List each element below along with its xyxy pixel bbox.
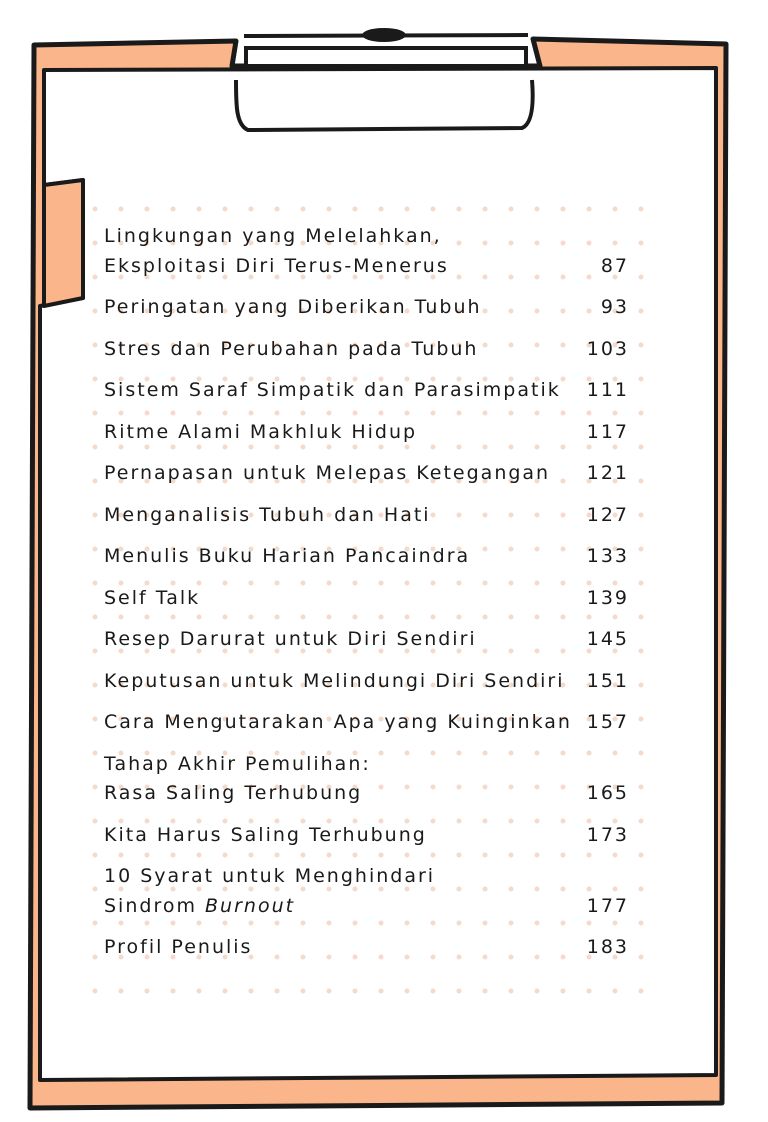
entry-title-line: Lingkungan yang Melelahkan, — [104, 225, 442, 247]
page-number: 139 — [586, 586, 629, 609]
dot — [223, 207, 228, 212]
dot — [639, 717, 644, 722]
dot — [93, 717, 98, 722]
toc-entry[interactable] — [104, 750, 629, 809]
entry-title — [104, 376, 561, 406]
dot — [639, 309, 644, 314]
toc-entry[interactable] — [104, 625, 629, 655]
dot — [561, 989, 566, 994]
dot — [639, 853, 644, 858]
dot — [379, 989, 384, 994]
dot — [639, 377, 644, 382]
dot — [301, 989, 306, 994]
dot — [379, 207, 384, 212]
dot — [93, 853, 98, 858]
toc-entry[interactable] — [104, 222, 629, 281]
entry-title-line: Ritme Alami Makhluk Hidup — [104, 420, 418, 443]
dot — [509, 989, 514, 994]
dot — [639, 343, 644, 348]
entry-title-line: Cara Mengutarakan Apa yang Kuinginkan — [104, 711, 572, 733]
toc-entry[interactable] — [104, 862, 629, 921]
dot — [483, 989, 488, 994]
dot — [197, 207, 202, 212]
entry-title — [104, 222, 449, 281]
dot — [639, 479, 644, 484]
dot — [93, 921, 98, 926]
page-number: 117 — [586, 420, 629, 443]
toc-entry[interactable] — [104, 501, 629, 531]
dot — [249, 207, 254, 212]
entry-title-line: Menulis Buku Harian Pancaindra — [104, 545, 471, 567]
page-number: 165 — [586, 782, 629, 804]
entry-title-line: Keputusan untuk Melindungi Diri Sendiri — [104, 669, 565, 692]
toc-entry[interactable] — [104, 335, 629, 365]
dot — [353, 989, 358, 994]
dot — [639, 207, 644, 212]
entry-title-line: Kita Harus Saling Terhubung — [104, 823, 427, 846]
paper-tab — [44, 180, 83, 306]
page-number: 177 — [586, 894, 629, 917]
entry-title-line: Pernapasan untuk Melepas Ketegangan — [104, 462, 551, 484]
dot — [535, 207, 540, 212]
entry-title-line: Peringatan yang Diberikan Tubuh — [104, 296, 482, 318]
toc-entry[interactable] — [104, 667, 629, 697]
entry-title-line: Sistem Saraf Simpatik dan Parasimpatik — [104, 379, 561, 401]
dot — [639, 241, 644, 246]
dot — [93, 513, 98, 518]
entry-title-line: Resep Darurat untuk Diri Sendiri — [104, 628, 477, 650]
entry-title — [104, 667, 565, 697]
dot — [509, 207, 514, 212]
entry-title — [104, 418, 417, 448]
dot — [431, 207, 436, 212]
dot — [431, 989, 436, 994]
page-number: 121 — [586, 462, 629, 484]
entry-title — [104, 933, 252, 963]
dot — [561, 207, 566, 212]
dot — [639, 615, 644, 620]
entry-title — [104, 501, 431, 531]
page-number: 103 — [586, 337, 629, 360]
dot — [587, 207, 592, 212]
dot — [249, 989, 254, 994]
dot — [405, 989, 410, 994]
dot — [405, 207, 410, 212]
dot — [93, 309, 98, 314]
entry-title — [104, 293, 482, 323]
dot — [93, 615, 98, 620]
dot — [197, 989, 202, 994]
dot — [93, 241, 98, 246]
dot — [301, 207, 306, 212]
dot — [587, 989, 592, 994]
dot — [93, 955, 98, 960]
dot — [93, 207, 98, 212]
dot — [639, 411, 644, 416]
dot — [639, 649, 644, 654]
dot — [93, 649, 98, 654]
page-number: 157 — [586, 711, 629, 733]
dot — [119, 207, 124, 212]
dot — [93, 343, 98, 348]
dot — [145, 207, 150, 212]
dot — [93, 819, 98, 824]
toc-entry[interactable] — [104, 933, 629, 963]
page-number: 133 — [586, 545, 629, 567]
dot — [613, 207, 618, 212]
toc-entry[interactable] — [104, 584, 629, 614]
entry-title-line: Tahap Akhir Pemulihan: — [104, 752, 371, 775]
dot — [639, 445, 644, 450]
dot — [93, 989, 98, 994]
dot — [639, 513, 644, 518]
entry-title-line: Stres dan Perubahan pada Tubuh — [104, 337, 479, 360]
dot — [535, 989, 540, 994]
dot — [639, 955, 644, 960]
entry-title — [104, 459, 550, 489]
dot — [93, 785, 98, 790]
dot — [639, 581, 644, 586]
dot — [93, 445, 98, 450]
dot — [93, 411, 98, 416]
entry-title — [104, 862, 435, 921]
dot — [145, 989, 150, 994]
dot — [275, 989, 280, 994]
entry-title — [104, 821, 427, 851]
dot — [93, 887, 98, 892]
entry-title — [104, 750, 371, 809]
dot — [639, 819, 644, 824]
dot — [639, 683, 644, 688]
entry-title — [104, 542, 470, 572]
dot — [639, 887, 644, 892]
dot — [639, 921, 644, 926]
toc-entry[interactable] — [104, 418, 629, 448]
dot — [93, 275, 98, 280]
toc-entry[interactable] — [104, 708, 629, 738]
entry-title-line: Rasa Saling Terhubung — [104, 782, 363, 804]
page-number: 183 — [586, 936, 629, 958]
entry-title — [104, 335, 478, 365]
dot — [457, 989, 462, 994]
dot — [639, 275, 644, 280]
dot — [119, 989, 124, 994]
entry-title-italic: Burnout — [205, 894, 296, 917]
entry-title — [104, 584, 200, 614]
dot — [93, 377, 98, 382]
dot — [223, 989, 228, 994]
table-of-contents — [104, 222, 629, 975]
dot — [639, 547, 644, 552]
dot — [457, 207, 462, 212]
toc-entry[interactable] — [104, 542, 629, 572]
entry-title-line: 10 Syarat untuk Menghindari — [104, 865, 436, 887]
dot — [93, 751, 98, 756]
dot — [613, 989, 618, 994]
entry-title — [104, 625, 477, 655]
toc-entry[interactable] — [104, 459, 629, 489]
dot — [639, 989, 644, 994]
dot — [639, 785, 644, 790]
page-number: 87 — [600, 254, 629, 277]
page-number: 111 — [586, 379, 629, 401]
entry-title-line: Menganalisis Tubuh dan Hati — [104, 503, 431, 526]
dot — [93, 479, 98, 484]
toc-entry[interactable] — [104, 293, 629, 323]
toc-entry[interactable] — [104, 376, 629, 406]
dot — [327, 989, 332, 994]
dot — [483, 207, 488, 212]
dot — [93, 683, 98, 688]
dot — [353, 207, 358, 212]
page-number: 127 — [586, 503, 629, 526]
page-number: 173 — [586, 823, 629, 846]
dot — [171, 989, 176, 994]
entry-title-line: Self Talk — [104, 586, 201, 609]
page-number: 151 — [586, 669, 629, 692]
dot — [275, 207, 280, 212]
entry-title — [104, 708, 572, 738]
entry-title-text: Sindrom — [104, 894, 206, 917]
dot — [171, 207, 176, 212]
dot — [93, 547, 98, 552]
dot — [327, 207, 332, 212]
entry-title-line — [104, 892, 435, 922]
entry-title-line: Profil Penulis — [104, 936, 253, 958]
dot — [93, 581, 98, 586]
entry-title-line: Eksploitasi Diri Terus-Menerus — [104, 254, 449, 277]
dot — [639, 751, 644, 756]
toc-entry[interactable] — [104, 821, 629, 851]
page-number: 93 — [600, 296, 629, 318]
page-number: 145 — [586, 628, 629, 650]
